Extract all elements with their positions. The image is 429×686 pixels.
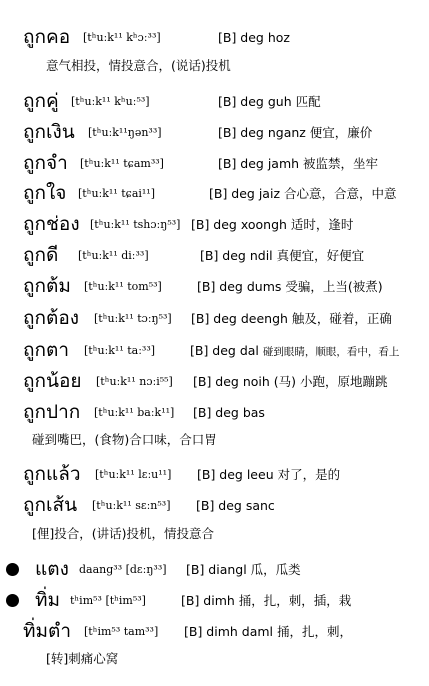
definition: [B] deg dums 受骗，上当(被煮) <box>197 279 383 294</box>
definition-continuation: [俚]投合，(讲话)投机，情投意合 <box>32 526 215 541</box>
definition-continuation: 碰到嘴巴，(食物)合口味，合口胃 <box>32 432 217 447</box>
definition-small: 碰到眼睛，顺眼，看中，看上 <box>262 346 400 358</box>
ipa-transcription: daang³³ [dɛːŋ³³] <box>79 563 167 576</box>
definition: [B] deg bas <box>193 405 265 420</box>
ipa-transcription: [tʰuːk¹¹ kʰɔː³³] <box>83 31 161 44</box>
ipa-transcription: [tʰuːk¹¹ tshɔːŋ⁵³] <box>90 218 181 231</box>
thai-headword: ถูกปาก <box>23 401 81 423</box>
ipa-transcription: [tʰuːk¹¹ tɕam³³] <box>80 157 164 170</box>
thai-headword: ทิ่มตำ <box>23 620 72 642</box>
thai-headword: ถูกแล้ว <box>23 463 81 485</box>
definition: [B] dimh daml 捅，扎，刺， <box>184 624 352 639</box>
bullet-icon <box>6 594 19 607</box>
thai-headword: ถูกคอ <box>23 26 71 48</box>
definition: [B] deg dal 碰到眼睛，顺眼，看中，看上 <box>190 343 400 358</box>
definition: [B] deg hoz <box>218 30 290 45</box>
definition: [B] deg jamh 被监禁，坐牢 <box>218 156 379 171</box>
ipa-transcription: [tʰuːk¹¹ tom⁵³] <box>84 280 162 293</box>
ipa-transcription: [tʰuːk¹¹ tɕai¹¹] <box>78 187 156 200</box>
definition: [B] deg ndil 真便宜，好便宜 <box>200 248 365 263</box>
ipa-transcription: [tʰuːk¹¹ lɛːu¹¹] <box>95 468 172 481</box>
definition-continuation: 意气相投，情投意合，(说话)投机 <box>46 58 231 73</box>
thai-headword: ถูกดี <box>23 244 59 266</box>
definition: [B] deg noih (马) 小跑，原地蹦跳 <box>193 374 388 389</box>
ipa-transcription: [tʰuːk¹¹ kʰuː⁵³] <box>71 95 150 108</box>
definition: [B] deg jaiz 合心意，合意，中意 <box>209 186 397 201</box>
definition: [B] deg xoongh 适时，逢时 <box>191 217 354 232</box>
bullet-icon <box>6 563 19 576</box>
thai-headword: ถูกจำ <box>23 152 68 174</box>
definition: [B] deg sanc <box>196 498 275 513</box>
thai-headword: แตง <box>35 558 69 580</box>
definition: [B] diangl 瓜，瓜类 <box>186 562 301 577</box>
ipa-transcription: tʰim⁵³ [tʰim⁵³] <box>70 594 146 607</box>
thai-headword: ถูกคู่ <box>23 90 59 112</box>
thai-headword: ถูกเงิน <box>23 121 75 143</box>
definition: [B] deg nganz 便宜，廉价 <box>218 125 373 140</box>
thai-headword: ถูกตา <box>23 339 70 361</box>
thai-headword: ถูกใจ <box>23 182 67 204</box>
ipa-transcription: [tʰuːk¹¹ŋən³³] <box>88 126 162 139</box>
thai-headword: ถูกน้อย <box>23 370 82 392</box>
ipa-transcription: [tʰuːk¹¹ diː³³] <box>78 249 149 262</box>
ipa-transcription: [tʰuːk¹¹ tɔːŋ⁵³] <box>94 312 172 325</box>
definition-continuation: [转]刺痛心窝 <box>46 651 119 666</box>
thai-headword: ถูกต้อง <box>23 307 80 329</box>
thai-headword: ถูกเส้น <box>23 494 78 516</box>
definition: [B] deg deengh 触及，碰着，正确 <box>191 311 392 326</box>
ipa-transcription: [tʰuːk¹¹ taː³³] <box>84 344 156 357</box>
ipa-transcription: [tʰim⁵³ tam³³] <box>84 625 159 638</box>
ipa-transcription: [tʰuːk¹¹ nɔːi⁵⁵] <box>96 375 173 388</box>
thai-headword: ถูกช่อง <box>23 213 80 235</box>
ipa-transcription: [tʰuːk¹¹ baːk¹¹] <box>94 406 175 419</box>
thai-headword: ทิ่ม <box>35 589 61 611</box>
definition: [B] deg guh 匹配 <box>218 94 321 109</box>
definition: [B] dimh 捅，扎，刺，插，栽 <box>181 593 352 608</box>
thai-headword: ถูกต้ม <box>23 275 71 297</box>
ipa-transcription: [tʰuːk¹¹ sɛːn⁵³] <box>92 499 171 512</box>
definition: [B] deg leeu 对了，是的 <box>197 467 341 482</box>
